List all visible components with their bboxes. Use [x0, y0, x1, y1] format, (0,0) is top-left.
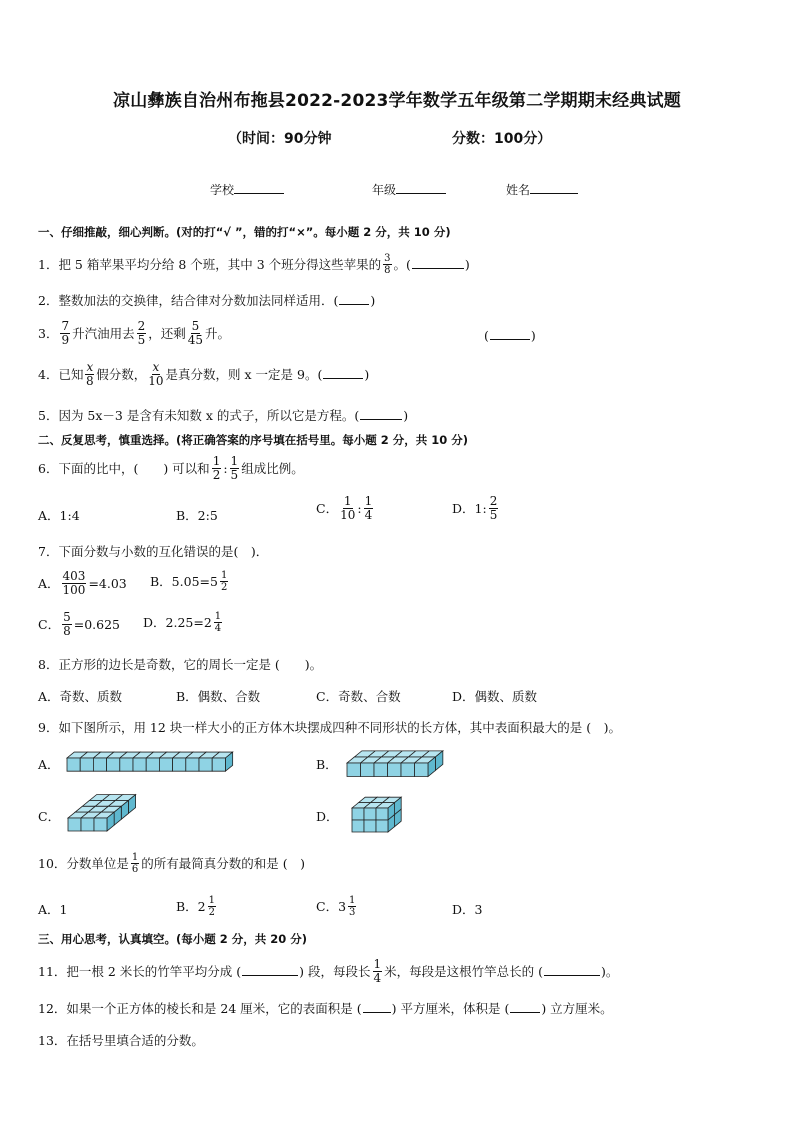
- cube-face: [361, 763, 375, 777]
- question-3-answer: ( ): [484, 328, 536, 343]
- school-field: [210, 181, 284, 198]
- q8-option-d[interactable]: D．偶数、质数: [452, 689, 538, 704]
- q8-option-b[interactable]: B．偶数、合数: [176, 689, 261, 704]
- section1-heading: 一、仔细推敲，细心判断。(对的打“√ ”，错的打“×”。每小题 2 分，共 10 分): [38, 225, 451, 239]
- answer-blank[interactable]: [544, 964, 600, 976]
- q6-option-a[interactable]: A．1:4: [38, 508, 80, 523]
- cube-face: [68, 818, 81, 831]
- q9-option-b[interactable]: B．: [316, 757, 338, 772]
- cube-face: [364, 808, 376, 820]
- q6-option-c[interactable]: C． $\frac{1}{10}$ : $\frac{1}{4}$: [316, 494, 373, 522]
- cube-face: [376, 820, 388, 832]
- q9-figure-a: [66, 750, 236, 776]
- section3-heading: 三、用心思考，认真填空。(每小题 2 分，共 20 分): [38, 932, 308, 946]
- cube-face: [364, 820, 376, 832]
- cube-face: [212, 758, 225, 771]
- answer-blank[interactable]: [323, 367, 363, 379]
- q10-option-a[interactable]: A．1: [38, 902, 68, 917]
- q6-option-b[interactable]: B．2:5: [176, 508, 218, 523]
- cube-face: [67, 758, 80, 771]
- question-5: 5．因为 5x－3 是含有未知数 x 的式子，所以它是方程。( ): [38, 408, 409, 423]
- cube-face: [81, 818, 94, 831]
- name-blank[interactable]: [530, 181, 578, 194]
- q9-option-a[interactable]: A．: [38, 757, 60, 772]
- cube-face: [159, 758, 172, 771]
- q10-option-c[interactable]: C．3 $\frac{1}{3}$: [316, 895, 356, 918]
- name-label: 姓名: [506, 183, 531, 197]
- cube-face: [173, 758, 186, 771]
- question-12: 12．如果一个正方体的棱长和是 24 厘米，它的表面积是 ( ) 平方厘米，体积是 ( ) 立方厘米。: [38, 1001, 613, 1016]
- q10-option-b[interactable]: B．2 $\frac{1}{2}$: [176, 895, 216, 918]
- grade-field: [372, 181, 446, 198]
- cube-face: [199, 758, 212, 771]
- q9-option-d[interactable]: D．: [316, 809, 339, 824]
- q9-figure-c: [66, 795, 126, 835]
- cube-face: [347, 763, 361, 777]
- cube-face: [133, 758, 146, 771]
- q9-figure-b: [346, 750, 441, 778]
- question-1: 1．把 5 箱苹果平均分给 8 个班，其中 3 个班分得这些苹果的 $\frac{3}{8}$ 。( ): [38, 253, 470, 276]
- cube-face: [388, 763, 402, 777]
- cube-face: [374, 763, 388, 777]
- cube-face: [120, 758, 133, 771]
- cube-face: [146, 758, 159, 771]
- cube-face: [352, 808, 364, 820]
- cube-face: [93, 758, 106, 771]
- question-6: 6．下面的比中，( ) 可以和 $\frac{1}{2}$ : $\frac{1}{5}$ 组成比例。: [38, 454, 304, 482]
- question-4: 4．已知 $\frac{x}{8}$ 假分数， $\frac{x}{10}$ 是真分数，则 x 一定是 9。( ): [38, 360, 370, 388]
- answer-blank[interactable]: [242, 964, 298, 976]
- question-2: 2．整数加法的交换律，结合律对分数加法同样适用．( ): [38, 293, 376, 308]
- cube-face: [94, 818, 107, 831]
- question-11: 11．把一根 2 米长的竹竿平均分成 ( ) 段，每段长 $\frac{1}{4}$ 米，每段是这根竹竿总长的 ( )。: [38, 957, 619, 985]
- question-8: 8．正方形的边长是奇数，它的周长一定是 ( )。: [38, 657, 323, 672]
- q8-option-c[interactable]: C．奇数、合数: [316, 689, 401, 704]
- q9-option-c[interactable]: C．: [38, 809, 61, 824]
- answer-blank[interactable]: [363, 1001, 391, 1013]
- q7-option-d[interactable]: D．2.25=2 $\frac{1}{4}$: [143, 611, 222, 634]
- answer-blank[interactable]: [490, 328, 530, 340]
- q7-option-c[interactable]: C． $\frac{5}{8}$ =0.625: [38, 610, 120, 638]
- q7-option-b[interactable]: B．5.05=5 $\frac{1}{2}$: [150, 570, 228, 593]
- answer-blank[interactable]: [510, 1001, 540, 1013]
- q9-figure-d: [350, 795, 410, 835]
- exam-time: （时间：90分钟: [228, 131, 332, 147]
- cube-face: [80, 758, 93, 771]
- q8-option-a[interactable]: A．奇数、质数: [38, 689, 123, 704]
- cube-face: [352, 820, 364, 832]
- q7-option-a[interactable]: A． $\frac{403}{100}$ =4.03: [38, 569, 127, 597]
- question-7: 7．下面分数与小数的互化错误的是( )．: [38, 544, 269, 559]
- cube-face: [186, 758, 199, 771]
- school-blank[interactable]: [234, 181, 284, 194]
- question-9: 9．如下图所示，用 12 块一样大小的正方体木块摆成四种不同形状的长方体，其中表面积最大的是 ( )。: [38, 720, 622, 735]
- section2-heading: 二、反复思考，慎重选择。(将正确答案的序号填在括号里。每小题 2 分，共 10 分): [38, 433, 469, 447]
- answer-blank[interactable]: [360, 408, 402, 420]
- question-13: 13．在括号里填合适的分数。: [38, 1033, 204, 1048]
- answer-blank[interactable]: [412, 257, 464, 269]
- exam-score: 分数：100分）: [452, 131, 552, 147]
- exam-title: 凉山彝族自治州布拖县2022-2023学年数学五年级第二学期期末经典试题: [113, 91, 681, 111]
- question-10: 10．分数单位是 $\frac{1}{6}$ 的所有最简真分数的和是 ( ): [38, 852, 306, 875]
- question-3: 3． $\frac{7}{9}$ 升汽油用去 $\frac{2}{5}$ ，还剩 $\frac{5}{45}$ 升。: [38, 319, 231, 347]
- grade-blank[interactable]: [396, 181, 446, 194]
- name-field: [506, 181, 578, 198]
- q6-option-d[interactable]: D．1: $\frac{2}{5}$: [452, 494, 498, 522]
- fraction: $\frac{3}{8}$: [384, 253, 391, 276]
- cube-face: [376, 808, 388, 820]
- grade-label: 年级: [372, 183, 397, 197]
- answer-blank[interactable]: [339, 293, 369, 305]
- q10-option-d[interactable]: D．3: [452, 902, 483, 917]
- school-label: 学校: [210, 183, 235, 197]
- cube-face: [415, 763, 429, 777]
- cube-face: [401, 763, 415, 777]
- cube-face: [107, 758, 120, 771]
